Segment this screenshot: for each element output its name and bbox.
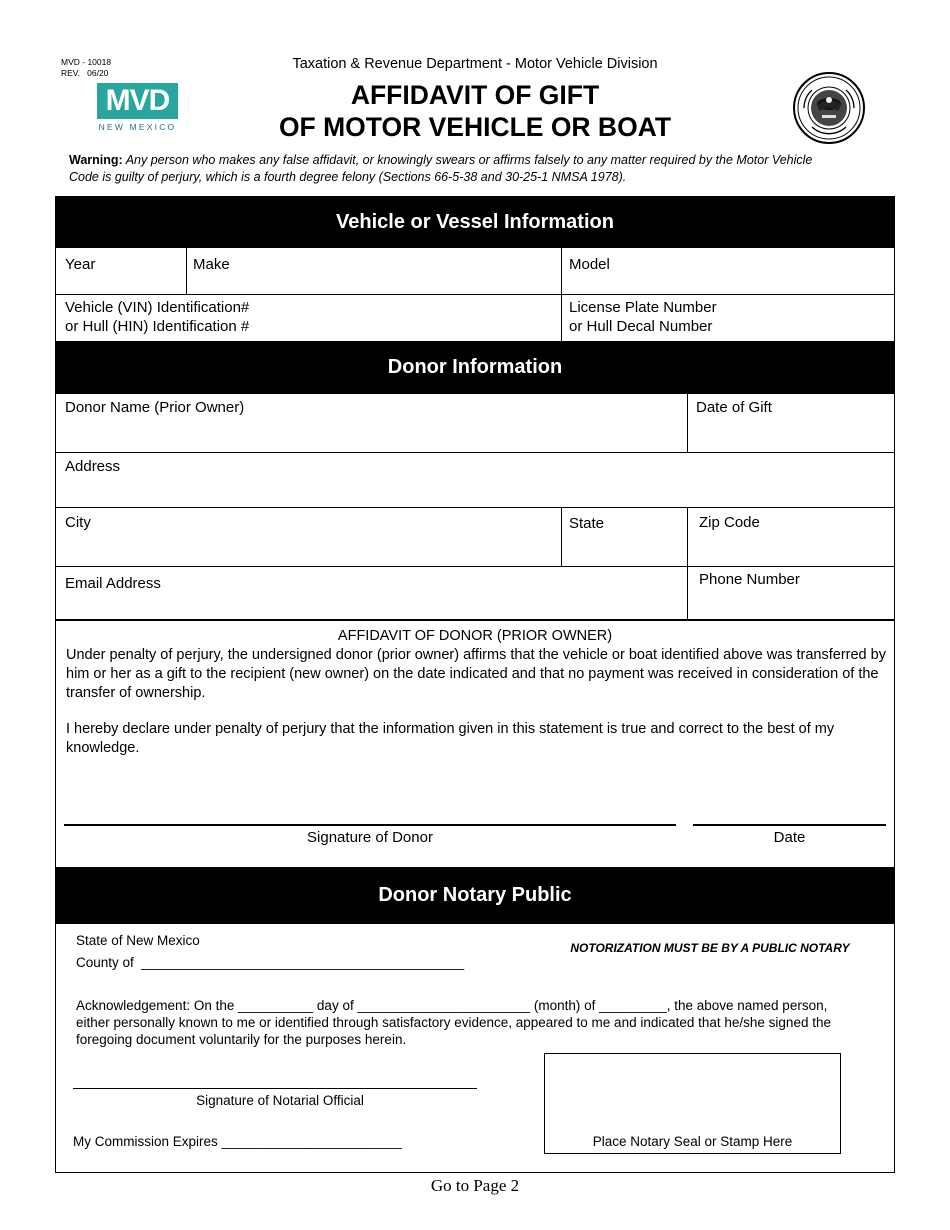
acknowledgement-line-2: either personally known to me or identified through satisfactory evidence, appeared to me and indicated that he/she signed the xyxy=(76,1015,831,1030)
plate-label-line2: or Hull Decal Number xyxy=(569,318,713,335)
email-field[interactable]: Email Address xyxy=(65,575,161,592)
notary-section-heading: Donor Notary Public xyxy=(55,867,895,924)
acknowledgement-line-3: foregoing document voluntarily for the purposes herein. xyxy=(76,1032,407,1047)
acknowledgement-text[interactable] xyxy=(76,997,886,1048)
make-field[interactable]: Make xyxy=(193,256,230,273)
affidavit-paragraph-1: Under penalty of perjury, the undersigned donor (prior owner) affirms that the vehicle or boat identified above was transferred by him or her as a gift to the recipient (new owner) on the date indicated and that no payment was received in consideration of the transfer of ownership. xyxy=(66,647,886,701)
divider xyxy=(55,452,895,453)
notary-stamp-label: Place Notary Seal or Stamp Here xyxy=(592,1134,793,1149)
divider xyxy=(561,507,562,567)
date-of-gift-field[interactable]: Date of Gift xyxy=(696,399,772,416)
commission-expires-field[interactable]: My Commission Expires ________________________ xyxy=(73,1134,402,1149)
form-revision: REV. 06/20 xyxy=(61,68,109,78)
department-name: Taxation & Revenue Department - Motor Vehicle Division xyxy=(292,56,658,72)
donor-signature-line[interactable] xyxy=(64,824,676,826)
vin-label-line2: or Hull (HIN) Identification # xyxy=(65,318,250,335)
model-field[interactable]: Model xyxy=(569,256,610,273)
donor-date-label: Date xyxy=(773,829,806,846)
affidavit-heading: AFFIDAVIT OF DONOR (PRIOR OWNER) xyxy=(337,628,613,644)
warning-label: Warning: xyxy=(69,153,123,167)
warning-text: Any person who makes any false affidavit, or knowingly swears or affirms falsely to any matter required by the Motor Vehicle Code is guilty of perjury, which is a fourth degree felony (Sections 66-5-38 and 30-25-1 NMSA 1978). xyxy=(69,153,813,184)
affidavit-paragraph-2: I hereby declare under penalty of perjury that the information given in this statement is true and correct to the best of my knowledge. xyxy=(66,721,835,756)
form-title-line2: OF MOTOR VEHICLE OR BOAT xyxy=(278,112,672,142)
donor-section-heading: Donor Information xyxy=(55,341,895,394)
notarial-signature-line[interactable] xyxy=(73,1088,477,1089)
form-number: MVD - 10018 xyxy=(61,57,112,67)
divider xyxy=(55,566,895,567)
zip-code-field[interactable]: Zip Code xyxy=(699,514,760,531)
divider xyxy=(55,294,895,295)
acknowledgement-line-1: Acknowledgement: On the __________ day of _______________________ (month) of _________, the above named person, xyxy=(76,998,828,1013)
plate-field[interactable] xyxy=(569,298,889,338)
address-field[interactable]: Address xyxy=(65,458,121,475)
form-number-block xyxy=(61,57,111,79)
donor-date-line[interactable] xyxy=(693,824,886,826)
city-field[interactable]: City xyxy=(65,514,91,531)
notary-county-field[interactable]: County of ___________________________________________ xyxy=(76,955,465,970)
go-to-page-2-link[interactable]: Go to Page 2 xyxy=(430,1176,520,1195)
mvd-logo: MVD xyxy=(97,83,178,119)
year-field[interactable]: Year xyxy=(65,256,96,273)
vin-label-line1: Vehicle (VIN) Identification# xyxy=(65,299,250,316)
notary-requirement-note: NOTORIZATION MUST BE BY A PUBLIC NOTARY xyxy=(570,941,850,955)
phone-field[interactable]: Phone Number xyxy=(699,571,800,588)
state-seal-icon xyxy=(792,71,866,145)
donor-name-field[interactable]: Donor Name (Prior Owner) xyxy=(65,399,245,416)
vehicle-section-heading: Vehicle or Vessel Information xyxy=(55,196,895,248)
notarial-signature-label: Signature of Notarial Official xyxy=(196,1093,364,1108)
state-field[interactable]: State xyxy=(569,515,605,532)
notary-state: State of New Mexico xyxy=(76,933,200,948)
plate-label-line1: License Plate Number xyxy=(569,299,717,316)
divider xyxy=(55,619,895,621)
divider xyxy=(687,394,688,453)
form-title-line1: AFFIDAVIT OF GIFT xyxy=(350,80,600,110)
divider xyxy=(55,507,895,508)
vin-field[interactable] xyxy=(65,298,555,338)
divider xyxy=(687,507,688,619)
divider xyxy=(186,248,187,294)
mvd-logo-subtext: NEW MEXICO xyxy=(98,122,177,132)
perjury-warning xyxy=(69,152,829,186)
donor-signature-label: Signature of Donor xyxy=(307,829,433,846)
